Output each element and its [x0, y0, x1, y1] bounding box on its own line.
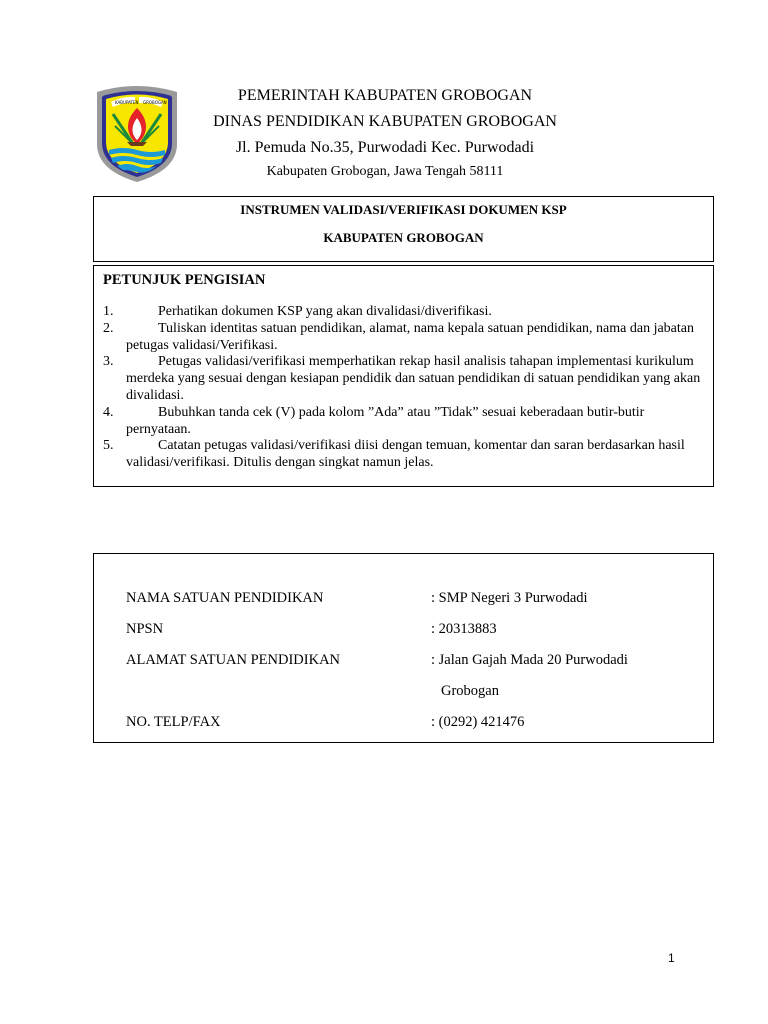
list-item-text: Petugas validasi/verifikasi memperhatikan rekap hasil analisis tahapan implementasi kurikulum merdeka yang sesuai dengan kesiapan pendidik dan satuan pendidikan di satuan pendidikan yang akan divalidasi.	[126, 354, 701, 403]
npsn-value: : 20313883	[431, 621, 497, 637]
document-subtitle: KABUPATEN GROBOGAN	[323, 230, 484, 245]
header-agency-name: PEMERINTAH KABUPATEN GROBOGAN	[237, 87, 533, 104]
school-address-label: ALAMAT SATUAN PENDIDIKAN	[126, 652, 341, 668]
list-item	[103, 304, 703, 321]
header-address: Jl. Pemuda No.35, Purwodadi Kec. Purwodadi	[235, 139, 535, 156]
list-item	[103, 438, 703, 472]
header-department-name: DINAS PENDIDIKAN KABUPATEN GROBOGAN	[213, 113, 557, 130]
phone-fax-value: : (0292) 421476	[431, 714, 525, 730]
grobogan-regency-emblem-icon	[93, 82, 181, 184]
school-name-value: : SMP Negeri 3 Purwodadi	[431, 590, 588, 606]
list-item-number: 3.	[103, 354, 114, 370]
list-item-number: 1.	[103, 304, 114, 319]
instructions-box	[93, 265, 714, 487]
school-address-value: : Jalan Gajah Mada 20 Purwodadi	[431, 652, 628, 668]
list-item-number: 4.	[103, 404, 114, 420]
list-item	[103, 405, 703, 439]
header-city: Kabupaten Grobogan, Jawa Tengah 58111	[266, 164, 504, 179]
list-item-text: Tuliskan identitas satuan pendidikan, alamat, nama kepala satuan pendidikan, nama dan jabatan petugas validasi/Verifikasi.	[126, 320, 694, 353]
list-item-number: 2.	[103, 320, 114, 336]
svg-text:GROBOGAN: GROBOGAN	[143, 100, 167, 105]
npsn-label: NPSN	[126, 621, 164, 637]
phone-fax-label: NO. TELP/FAX	[126, 714, 221, 730]
list-item-text: Catatan petugas validasi/verifikasi diisi dengan temuan, komentar dan saran berdasarkan hasil validasi/verifikasi. Ditulis dengan singkat namun jelas.	[126, 438, 685, 471]
instructions-list	[103, 304, 703, 472]
school-address-value-continued: Grobogan	[441, 683, 499, 699]
list-item-text: Perhatikan dokumen KSP yang akan divalidasi/diverifikasi.	[158, 304, 492, 319]
page-number: 1	[668, 951, 675, 965]
list-item	[103, 321, 703, 355]
document-title: INSTRUMEN VALIDASI/VERIFIKASI DOKUMEN KSP	[240, 202, 567, 217]
list-item	[103, 354, 703, 404]
school-name-label: NAMA SATUAN PENDIDIKAN	[126, 590, 324, 606]
svg-text:KABUPATEN: KABUPATEN	[115, 100, 139, 105]
list-item-text: Bubuhkan tanda cek (V) pada kolom ”Ada” atau ”Tidak” sesuai keberadaan butir-butir pernyataan.	[126, 404, 645, 437]
document-title-box	[93, 196, 714, 262]
school-identity-box	[93, 553, 714, 743]
list-item-number: 5.	[103, 438, 114, 454]
instructions-heading: PETUNJUK PENGISIAN	[103, 272, 266, 288]
